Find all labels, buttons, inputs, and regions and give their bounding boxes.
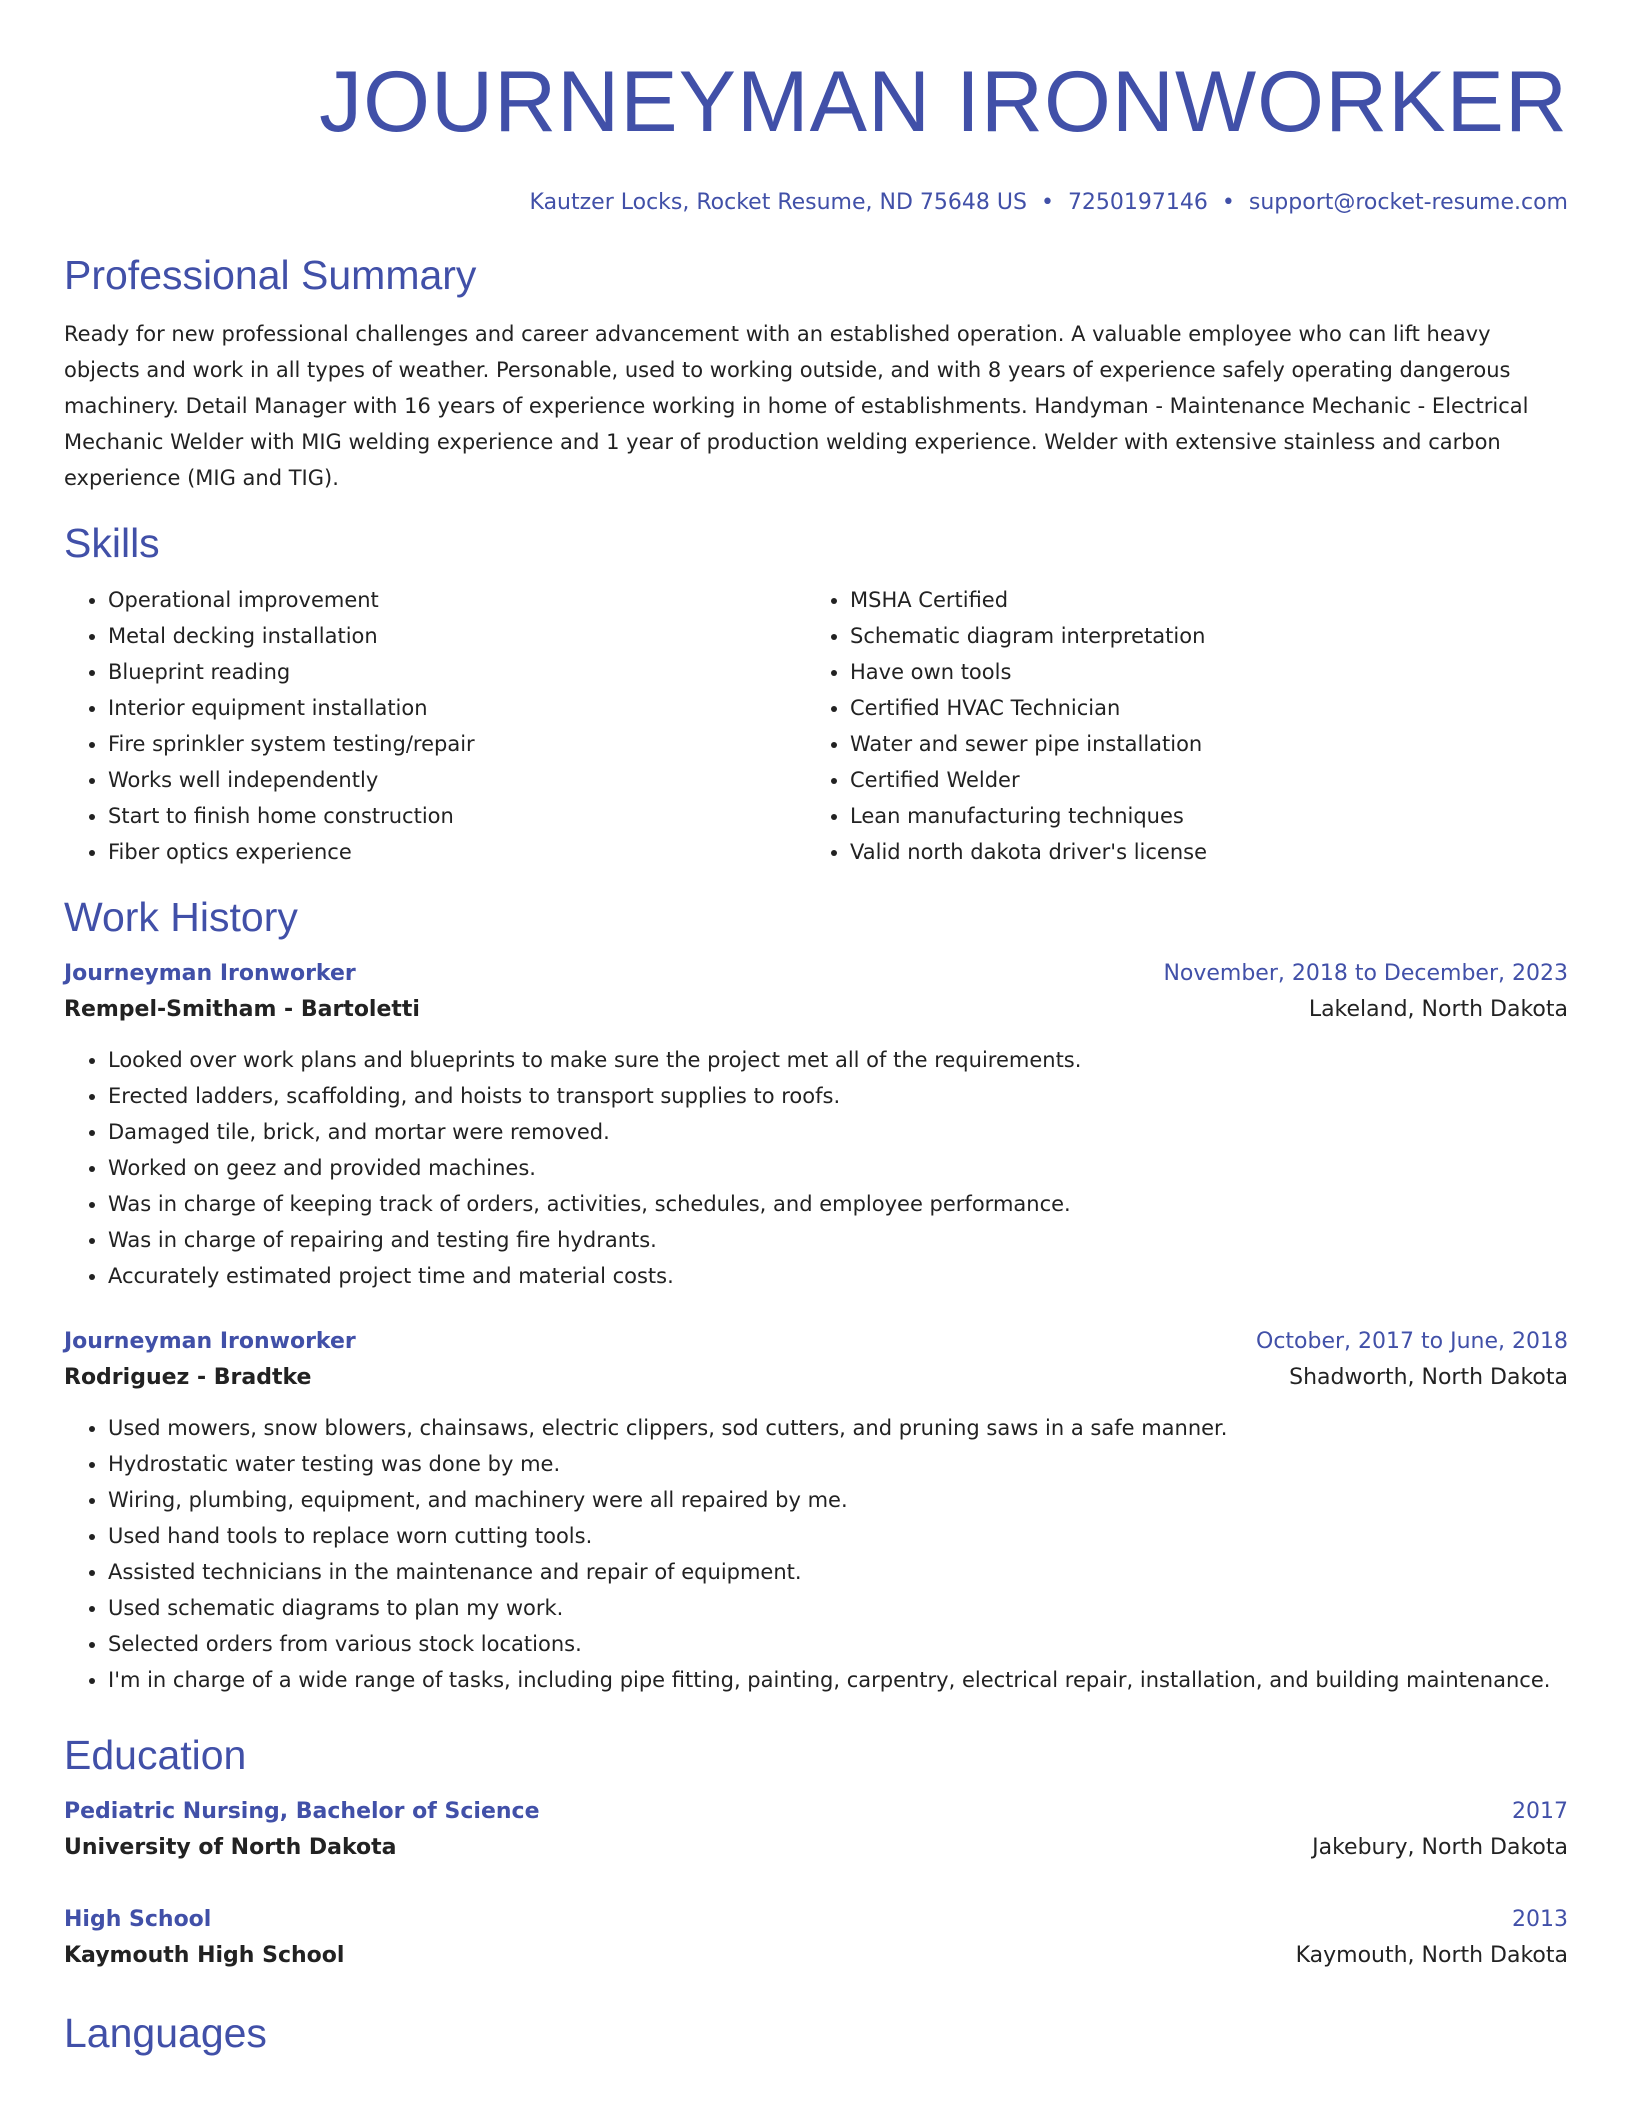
skills-column-right (806, 582, 1568, 870)
contact-email[interactable]: support@rocket-resume.com (1248, 190, 1568, 215)
job-dates: October, 2017 to June, 2018 (1256, 1329, 1568, 1354)
work-entry-header (64, 956, 1568, 992)
duty-item: • Erected ladders, scaffolding, and hoists to transport supplies to roofs. (108, 1078, 1568, 1114)
work-entry (64, 956, 1568, 1294)
languages-heading: Languages (64, 2010, 267, 2056)
education-entry (64, 1794, 1568, 1866)
graduation-year: 2017 (1512, 1799, 1568, 1824)
skill-item: • Start to finish home construction (108, 798, 806, 834)
work-entry-subheader (64, 1360, 1568, 1396)
skills-column-left (64, 582, 806, 870)
skill-item: • Blueprint reading (108, 654, 806, 690)
education-entry-subheader (64, 1938, 1568, 1974)
skill-item: • Operational improvement (108, 582, 806, 618)
education-entry (64, 1902, 1568, 1974)
candidate-title: JOURNEYMAN IRONWORKER (319, 54, 1568, 150)
contact-line (64, 188, 1568, 218)
skill-item: • Metal decking installation (108, 618, 806, 654)
skill-item: • MSHA Certified (850, 582, 1568, 618)
education-heading: Education (64, 1732, 247, 1778)
skill-item: • Certified Welder (850, 762, 1568, 798)
duty-item: • I'm in charge of a wide range of tasks, including pipe fitting, painting, carpentry, electrical repair, installation, and building maintenance. (108, 1662, 1568, 1698)
company-name: Rodriguez - Bradtke (64, 1365, 312, 1390)
school-name: Kaymouth High School (64, 1943, 345, 1968)
duty-item: • Used mowers, snow blowers, chainsaws, electric clippers, sod cutters, and pruning saws in a safe manner. (108, 1410, 1568, 1446)
duty-item: • Damaged tile, brick, and mortar were removed. (108, 1114, 1568, 1150)
work-entry-header (64, 1324, 1568, 1360)
job-title: Journeyman Ironworker (64, 961, 356, 986)
skill-item: • Valid north dakota driver's license (850, 834, 1568, 870)
duty-item: • Selected orders from various stock locations. (108, 1626, 1568, 1662)
skill-item: • Schematic diagram interpretation (850, 618, 1568, 654)
summary-text: Ready for new professional challenges and career advancement with an established operation. A valuable employee who can lift heavy objects and work in all types of weather. Personable, used to working outside, and with 8 years of experience safely operating dangerous machinery. Detail Manager with 16 years of experience working in home of establishments. Handyman - Maintenance Mechanic - Electrical Mechanic Welder with MIG welding experience and 1 year of production welding experience. Welder with extensive stainless and carbon experience (MIG and TIG). (64, 322, 1529, 490)
duty-item: • Worked on geez and provided machines. (108, 1150, 1568, 1186)
skill-item: • Water and sewer pipe installation (850, 726, 1568, 762)
duty-item: • Hydrostatic water testing was done by me. (108, 1446, 1568, 1482)
duty-item: • Assisted technicians in the maintenance and repair of equipment. (108, 1554, 1568, 1590)
degree-name: Pediatric Nursing, Bachelor of Science (64, 1799, 540, 1824)
school-name: University of North Dakota (64, 1835, 397, 1860)
company-name: Rempel-Smitham - Bartoletti (64, 997, 420, 1022)
job-duties (64, 1042, 1568, 1294)
education-entry-header (64, 1794, 1568, 1830)
degree-name: High School (64, 1907, 212, 1932)
contact-address: Kautzer Locks, Rocket Resume, ND 75648 US (529, 190, 1027, 215)
education-entry-subheader (64, 1830, 1568, 1866)
duty-item: • Was in charge of repairing and testing fire hydrants. (108, 1222, 1568, 1258)
skill-item: • Interior equipment installation (108, 690, 806, 726)
skill-item: • Certified HVAC Technician (850, 690, 1568, 726)
graduation-year: 2013 (1512, 1907, 1568, 1932)
resume-header (64, 0, 1568, 218)
skill-item: • Lean manufacturing techniques (850, 798, 1568, 834)
summary-heading: Professional Summary (64, 252, 477, 298)
school-location: Jakebury, North Dakota (1312, 1835, 1568, 1860)
duty-item: • Wiring, plumbing, equipment, and machinery were all repaired by me. (108, 1482, 1568, 1518)
skills-heading: Skills (64, 520, 160, 566)
work-entry-subheader (64, 992, 1568, 1028)
school-location: Kaymouth, North Dakota (1295, 1943, 1568, 1968)
skill-item: • Have own tools (850, 654, 1568, 690)
skill-item: • Fiber optics experience (108, 834, 806, 870)
skill-item: • Fire sprinkler system testing/repair (108, 726, 806, 762)
job-title: Journeyman Ironworker (64, 1329, 356, 1354)
duty-item: • Accurately estimated project time and material costs. (108, 1258, 1568, 1294)
duty-item: • Looked over work plans and blueprints to make sure the project met all of the requirements. (108, 1042, 1568, 1078)
job-location: Shadworth, North Dakota (1289, 1365, 1568, 1390)
duty-item: • Used hand tools to replace worn cutting tools. (108, 1518, 1568, 1554)
work-entry (64, 1324, 1568, 1698)
job-dates: November, 2018 to December, 2023 (1163, 961, 1568, 986)
contact-separator: • (1221, 190, 1235, 215)
job-location: Lakeland, North Dakota (1308, 997, 1568, 1022)
duty-item: • Was in charge of keeping track of orders, activities, schedules, and employee performance. (108, 1186, 1568, 1222)
education-entry-header (64, 1902, 1568, 1938)
skills-list (64, 582, 1568, 870)
job-duties (64, 1410, 1568, 1698)
contact-phone: 7250197146 (1067, 190, 1208, 215)
work-history-heading: Work History (64, 894, 298, 940)
skill-item: • Works well independently (108, 762, 806, 798)
contact-separator: • (1040, 190, 1054, 215)
duty-item: • Used schematic diagrams to plan my work. (108, 1590, 1568, 1626)
